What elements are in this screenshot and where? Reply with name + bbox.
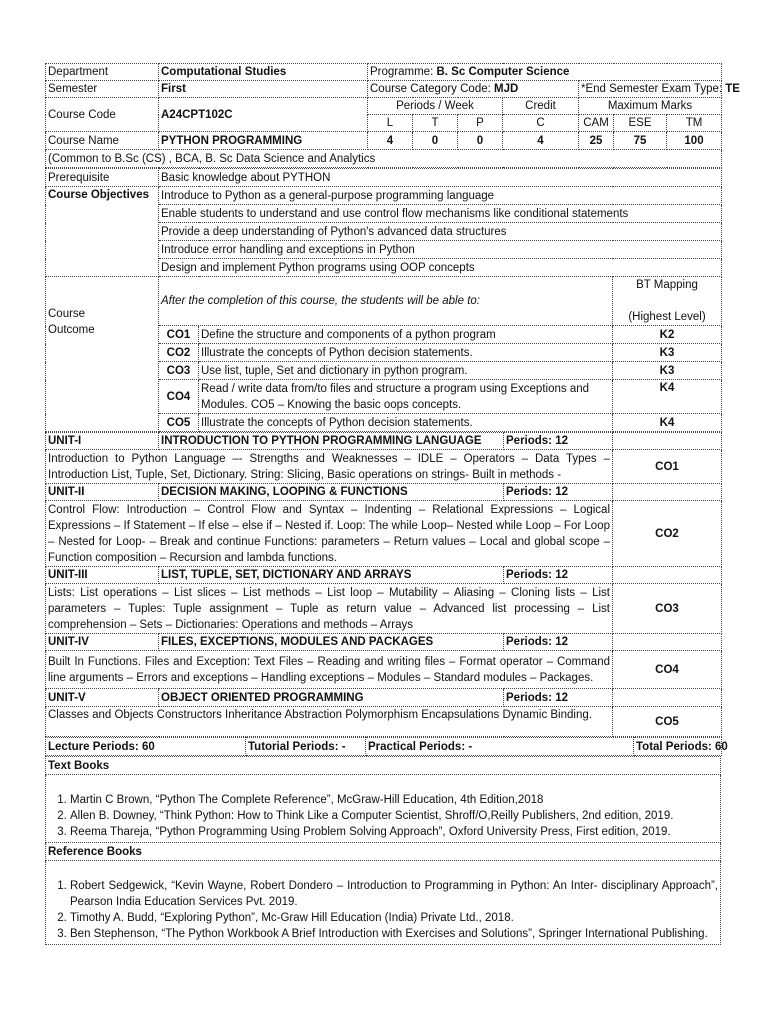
books-table bbox=[45, 756, 721, 945]
unit-number: UNIT-I bbox=[46, 433, 159, 450]
p-header: P bbox=[458, 115, 503, 132]
unit-number: UNIT-III bbox=[46, 567, 159, 584]
tm-value: 100 bbox=[667, 132, 722, 150]
syllabus-document bbox=[45, 63, 740, 945]
outcome-label bbox=[46, 277, 159, 432]
department-label: Department bbox=[46, 64, 159, 81]
co-code: CO2 bbox=[159, 344, 199, 362]
course-header-table bbox=[45, 63, 740, 168]
unit-periods: Periods: 12 bbox=[504, 433, 613, 450]
unit-co: CO2 bbox=[613, 501, 722, 567]
reference-book-item: 3. Ben Stephenson, “The Python Workbook A Brief Introduction with Exercises and Solutions”, Springer International Publishing. bbox=[70, 926, 718, 942]
unit-title: INTRODUCTION TO PYTHON PROGRAMMING LANGUAGE bbox=[159, 433, 504, 450]
co-code: CO4 bbox=[159, 380, 199, 414]
c-value: 4 bbox=[503, 132, 579, 150]
unit-blank bbox=[613, 689, 722, 707]
bt-level: K3 bbox=[613, 344, 722, 362]
unit-co: CO1 bbox=[613, 450, 722, 484]
ese-value: 75 bbox=[614, 132, 667, 150]
semester-value: First bbox=[159, 81, 368, 98]
category-label: Course Category Code: bbox=[370, 83, 491, 95]
l-header: L bbox=[368, 115, 413, 132]
co-code: CO1 bbox=[159, 326, 199, 344]
max-marks-label: Maximum Marks bbox=[579, 98, 722, 115]
text-books-heading: Text Books bbox=[46, 757, 721, 775]
unit-content: Classes and Objects Constructors Inheritance Abstraction Polymorphism Encapsulations Dynamic Binding. bbox=[46, 707, 613, 737]
co-code: CO5 bbox=[159, 414, 199, 432]
outcome-label-line1: Course bbox=[48, 308, 86, 320]
programme-label: Programme: bbox=[370, 66, 434, 78]
exam-value: TE bbox=[725, 83, 740, 95]
unit-periods: Periods: 12 bbox=[504, 567, 613, 584]
category-value: MJD bbox=[494, 83, 519, 95]
text-book-item: 2. Allen B. Downey, “Think Python: How to Think Like a Computer Scientist, Shroff/O,Reilly Publishers, 2nd edition, 2019. bbox=[70, 808, 718, 824]
text-book-item: 3. Reema Thareja, “Python Programming Using Problem Solving Approach”, Oxford University Press, First edition, 2019. bbox=[70, 824, 718, 840]
credit-label: Credit bbox=[503, 98, 579, 115]
bt-mapping-title: BT Mapping bbox=[636, 279, 698, 291]
programme bbox=[368, 64, 722, 81]
objectives-table bbox=[45, 168, 722, 432]
co-text: Read / write data from/to files and structure a program using Exceptions and Modules. CO5 – Knowing the basic oops concepts. bbox=[199, 380, 613, 414]
totals-table bbox=[45, 737, 728, 756]
unit-periods: Periods: 12 bbox=[504, 689, 613, 707]
bt-level: K2 bbox=[613, 326, 722, 344]
co-text: Define the structure and components of a python program bbox=[199, 326, 613, 344]
unit-content: Introduction to Python Language –- Strengths and Weaknesses – IDLE – Operators – Data Types – Introduction List, Tuple, Set, Dictionary. String: Slicing, Basic operations on strings- Built in methods - bbox=[46, 450, 613, 484]
course-code-value: A24CPT102C bbox=[159, 98, 368, 132]
t-header: T bbox=[413, 115, 458, 132]
unit-content: Control Flow: Introduction – Control Flow and Syntax – Indenting – Relational Expressions – Logical Expressions – If Statement – If else – else if – Nested if. Loop: The while Loop– Nested while Loop – For Loop – Nested for Loop- – Break and continue Functions: parameters – Return values – Local and global scope – Function composition – Recursion and lambda functions. bbox=[46, 501, 613, 567]
reference-book-item: 1. Robert Sedgewick, “Kevin Wayne, Robert Dondero – Introduction to Programming in Python: An Inter- disciplinary Approach”, Pearson India Education Services Pvt. 2019. bbox=[70, 878, 718, 910]
cam-header: CAM bbox=[579, 115, 614, 132]
unit-blank bbox=[613, 634, 722, 651]
tm-header: TM bbox=[667, 115, 722, 132]
periods-week-label: Periods / Week bbox=[368, 98, 503, 115]
course-name-label: Course Name bbox=[46, 132, 159, 150]
unit-number: UNIT-II bbox=[46, 484, 159, 501]
co-text: Illustrate the concepts of Python decision statements. bbox=[199, 414, 613, 432]
objective-item: Introduce to Python as a general-purpose programming language bbox=[159, 187, 722, 205]
outcome-label-line2: Outcome bbox=[48, 324, 95, 336]
common-note: (Common to B.Sc (CS) , BCA, B. Sc Data Science and Analytics bbox=[46, 150, 722, 168]
c-header: C bbox=[503, 115, 579, 132]
reference-book-item: 2. Timothy A. Budd, “Exploring Python”, Mc-Graw Hill Education (India) Private Ltd., 2018. bbox=[70, 910, 718, 926]
objective-item: Enable students to understand and use control flow mechanisms like conditional statements bbox=[159, 205, 722, 223]
co-text: Use list, tuple, Set and dictionary in python program. bbox=[199, 362, 613, 380]
unit-title: LIST, TUPLE, SET, DICTIONARY AND ARRAYS bbox=[159, 567, 504, 584]
objectives-label: Course Objectives bbox=[46, 187, 159, 277]
prerequisite-label: Prerequisite bbox=[46, 169, 159, 187]
unit-number: UNIT-IV bbox=[46, 634, 159, 651]
lecture-periods: Lecture Periods: 60 bbox=[46, 738, 246, 756]
unit-periods: Periods: 12 bbox=[504, 634, 613, 651]
course-category bbox=[368, 81, 579, 98]
reference-books-list bbox=[46, 861, 721, 945]
course-name-value: PYTHON PROGRAMMING bbox=[159, 132, 368, 150]
department-value: Computational Studies bbox=[159, 64, 368, 81]
unit-blank bbox=[613, 484, 722, 501]
co-text: Illustrate the concepts of Python decision statements. bbox=[199, 344, 613, 362]
course-code-label: Course Code bbox=[46, 98, 159, 132]
unit-co: CO5 bbox=[613, 707, 722, 737]
unit-periods: Periods: 12 bbox=[504, 484, 613, 501]
co-code: CO3 bbox=[159, 362, 199, 380]
objective-item: Provide a deep understanding of Python's advanced data structures bbox=[159, 223, 722, 241]
unit-blank bbox=[613, 567, 722, 584]
semester-label: Semester bbox=[46, 81, 159, 98]
unit-title: OBJECT ORIENTED PROGRAMMING bbox=[159, 689, 504, 707]
unit-co: CO4 bbox=[613, 651, 722, 689]
l-value: 4 bbox=[368, 132, 413, 150]
objective-item: Design and implement Python programs using OOP concepts bbox=[159, 259, 722, 277]
unit-title: FILES, EXCEPTIONS, MODULES AND PACKAGES bbox=[159, 634, 504, 651]
text-book-item: 1. Martin C Brown, “Python The Complete Reference”, McGraw-Hill Education, 4th Edition,2018 bbox=[70, 792, 718, 808]
practical-periods: Practical Periods: - bbox=[366, 738, 634, 756]
unit-title: DECISION MAKING, LOOPING & FUNCTIONS bbox=[159, 484, 504, 501]
unit-blank bbox=[613, 433, 722, 450]
bt-level: K4 bbox=[613, 414, 722, 432]
outcome-intro: After the completion of this course, the students will be able to: bbox=[159, 277, 613, 326]
bt-mapping-header bbox=[613, 277, 722, 326]
bt-level: K3 bbox=[613, 362, 722, 380]
prerequisite-value: Basic knowledge about PYTHON bbox=[159, 169, 722, 187]
text-books-list bbox=[46, 775, 721, 843]
unit-content: Built In Functions. Files and Exception: Text Files – Reading and writing files – Format operator – Command line arguments – Errors and exceptions – Handling exceptions – Modules – Standard modules – Packages. bbox=[46, 651, 613, 689]
objective-item: Introduce error handling and exceptions in Python bbox=[159, 241, 722, 259]
exam-label: *End Semester Exam Type: bbox=[581, 83, 723, 95]
ese-header: ESE bbox=[614, 115, 667, 132]
tutorial-periods: Tutorial Periods: - bbox=[246, 738, 366, 756]
p-value: 0 bbox=[458, 132, 503, 150]
programme-value: B. Sc Computer Science bbox=[436, 66, 570, 78]
unit-co: CO3 bbox=[613, 584, 722, 634]
t-value: 0 bbox=[413, 132, 458, 150]
exam-type bbox=[579, 81, 740, 98]
cam-value: 25 bbox=[579, 132, 614, 150]
bt-mapping-subtitle: (Highest Level) bbox=[628, 311, 706, 323]
total-periods: Total Periods: 60 bbox=[634, 738, 722, 756]
unit-content: Lists: List operations – List slices – List methods – List loop – Mutability – Aliasing – Cloning lists – List parameters – Tuples: Tuple assignment – Tuple as return value – Advanced list processing – List comprehension – Sets – Dictionaries: Operations and methods – Arrays bbox=[46, 584, 613, 634]
bt-level: K4 bbox=[613, 380, 722, 414]
units-table bbox=[45, 432, 722, 737]
unit-number: UNIT-V bbox=[46, 689, 159, 707]
reference-books-heading: Reference Books bbox=[46, 843, 721, 861]
